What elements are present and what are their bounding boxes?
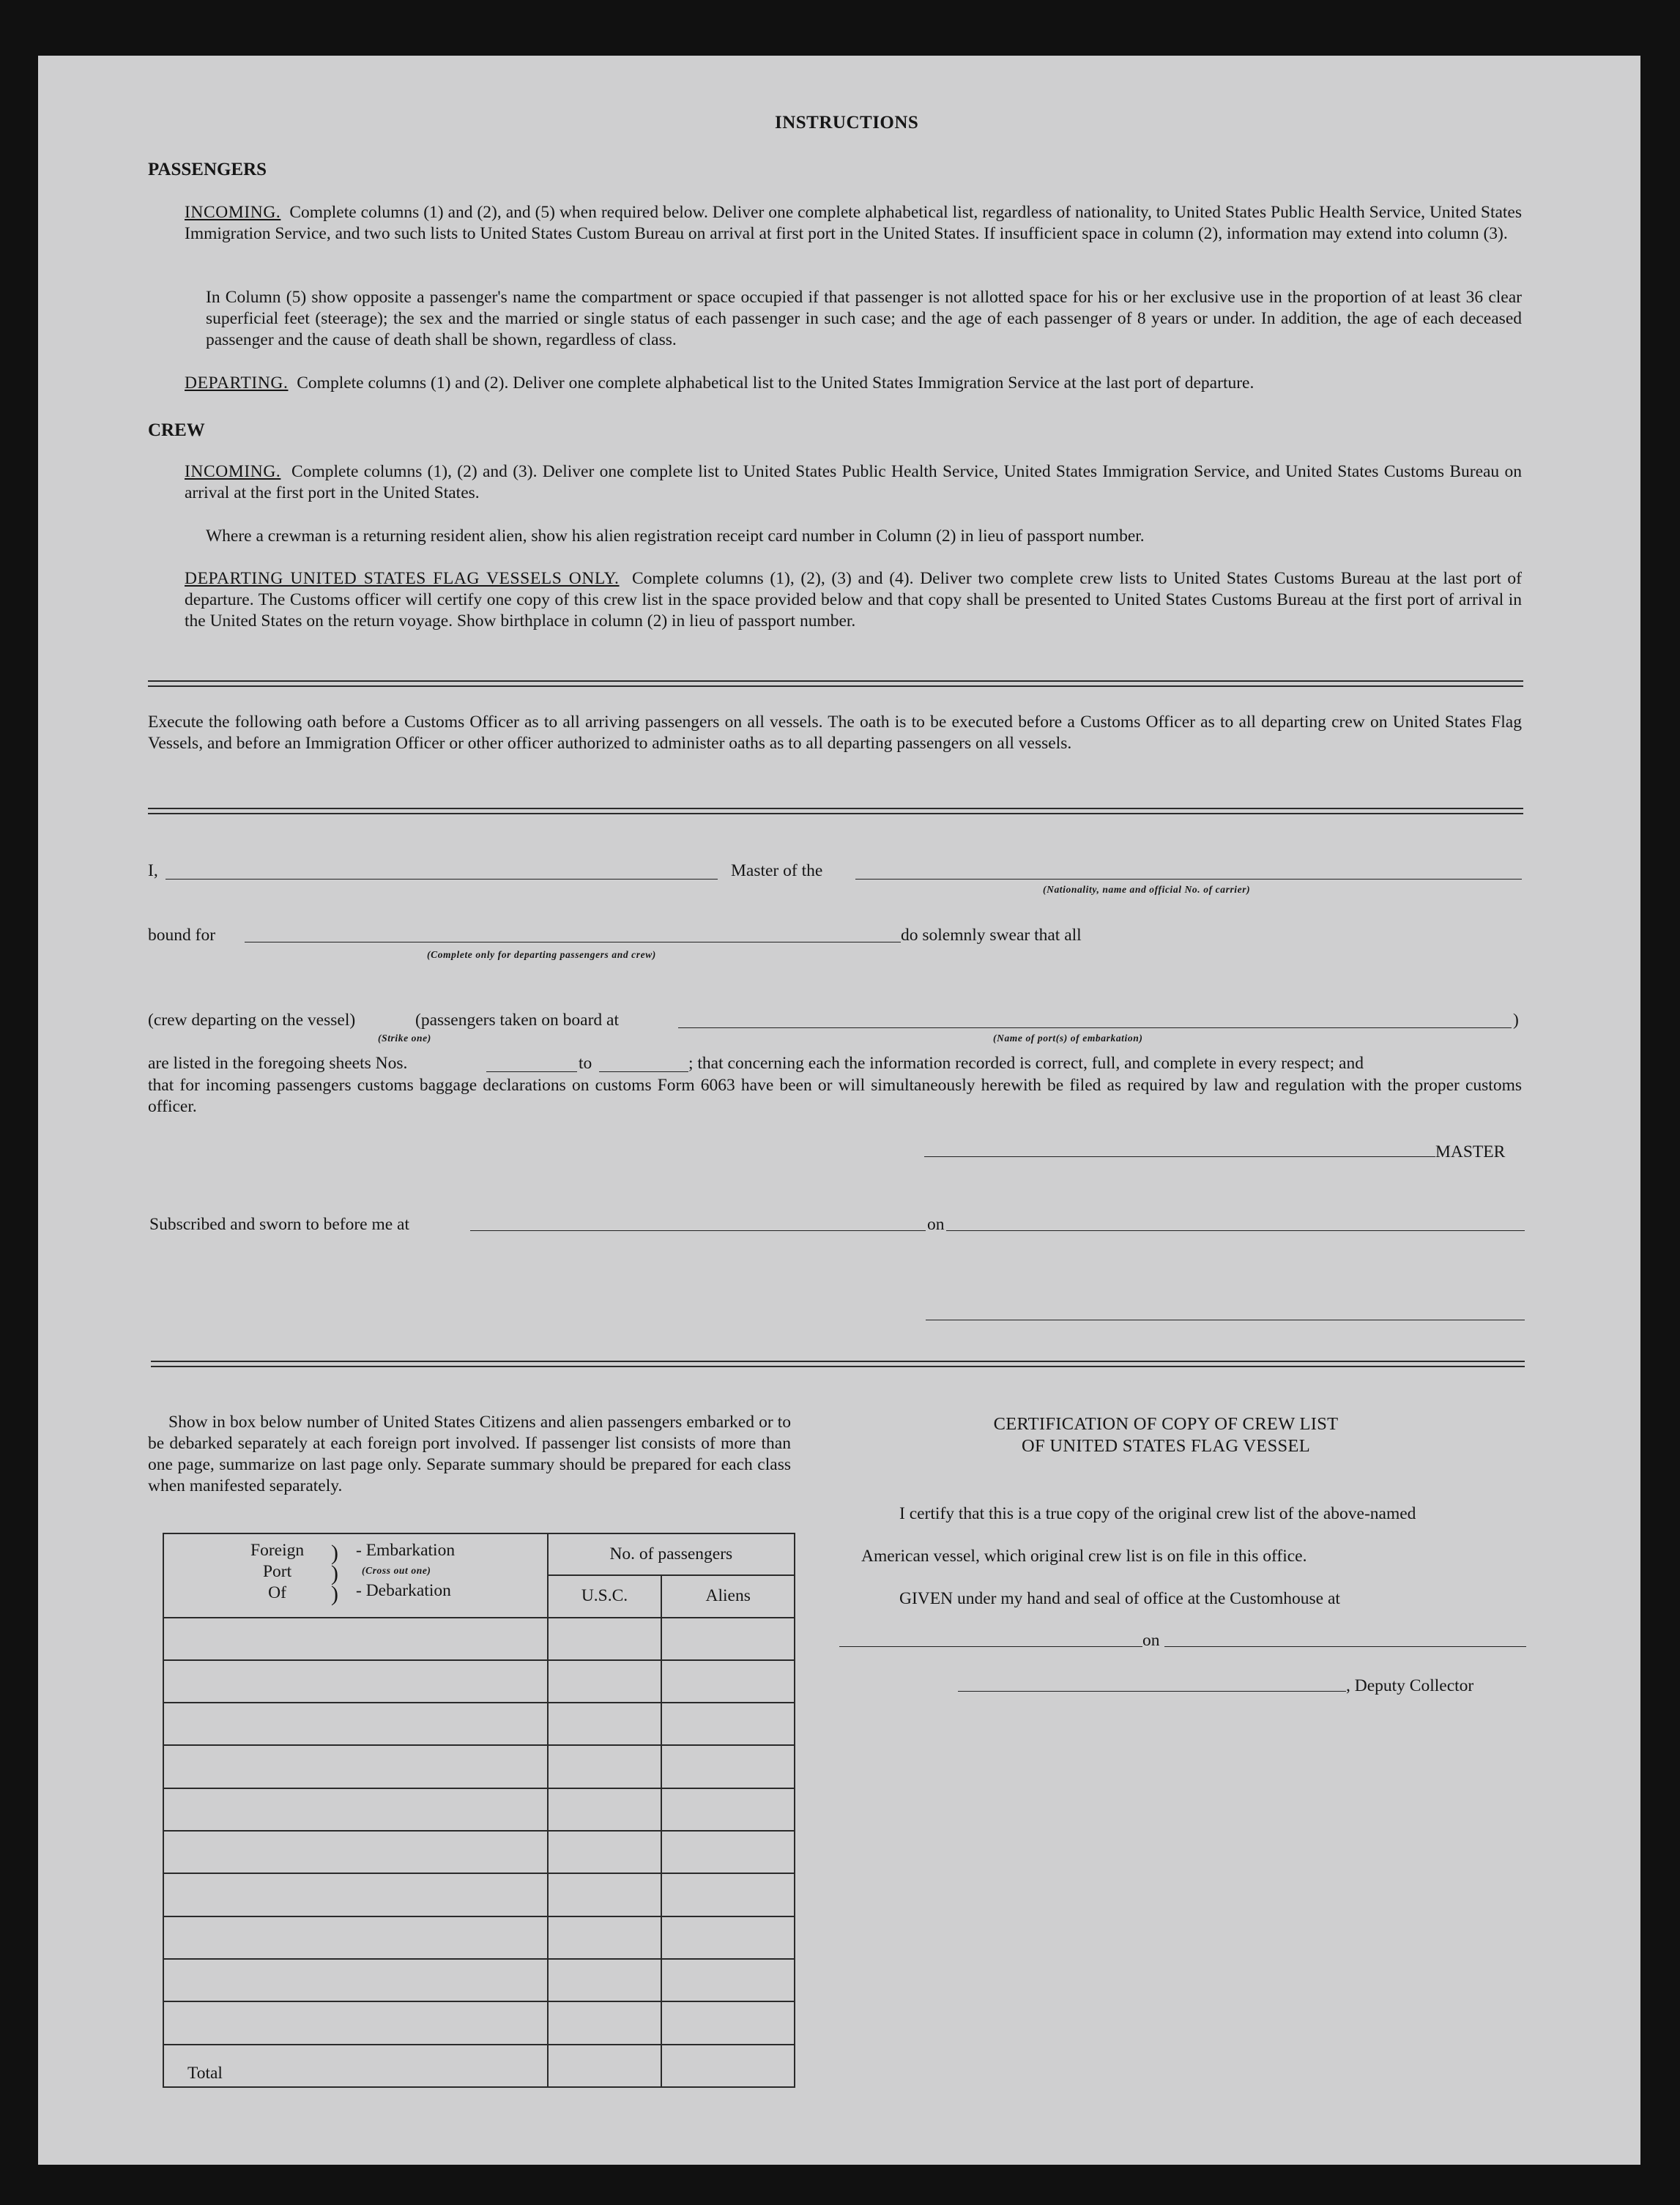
divider-bottom — [151, 1361, 1525, 1367]
table-row — [163, 1831, 795, 1873]
swear-label: do solemnly swear that all — [901, 926, 1082, 945]
statement-line1: ; that concerning each the information recorded is correct, full, and complete in every respect; and — [688, 1054, 1364, 1073]
usc-cell[interactable] — [548, 2001, 662, 2044]
passengers-departing-text: Complete columns (1) and (2). Deliver one complete alphabetical list to the United States Immigration Service at the last port of departure. — [297, 373, 1255, 393]
summary-instructions: Show in box below number of United States Citizens and alien passengers embarked or to be debarked separately at each foreign port involved. If passenger list consists of more than one page, summarize on last page only. Separate summary should be prepared for each class when manifested separately. — [148, 1413, 791, 1495]
crew-departing-paragraph — [185, 568, 1522, 632]
nationality-caption: (Nationality, name and official No. of carrier) — [1043, 884, 1251, 895]
bound-for-label: bound for — [148, 926, 216, 945]
oath-intro-paragraph: Execute the following oath before a Customs Officer as to all arriving passengers on all vessels. The oath is to be executed before a Customs Officer as to all departing crew on United States Flag Vessels, and before an Immigration Officer or other officer authorized to administer oaths as to all departing passengers on all vessels. — [148, 713, 1522, 753]
bound-caption: (Complete only for departing passengers and crew) — [427, 949, 656, 960]
oath-i-label: I, — [148, 861, 158, 880]
foreign-label: Foreign — [250, 1541, 305, 1561]
table-row — [163, 1703, 795, 1745]
passengers-departing-paragraph — [185, 373, 1522, 394]
usc-cell[interactable] — [548, 1703, 662, 1745]
of-label: Of — [268, 1583, 286, 1603]
aliens-cell[interactable] — [661, 1916, 795, 1959]
usc-total-cell[interactable] — [548, 2045, 662, 2087]
given-text: GIVEN under my hand and seal of office at the Customhouse at — [899, 1589, 1340, 1608]
usc-cell[interactable] — [548, 1745, 662, 1788]
aliens-cell[interactable] — [661, 2001, 795, 2044]
sworn-place-line[interactable] — [470, 1230, 926, 1231]
port-cell[interactable] — [163, 1660, 548, 1703]
customhouse-line[interactable] — [839, 1646, 1142, 1647]
usc-cell[interactable] — [548, 1618, 662, 1660]
usc-header: U.S.C. — [548, 1575, 662, 1617]
passengers-incoming-text: Complete columns (1) and (2), and (5) when required below. Deliver one complete alphabetical list, regardless of nationality, to United States Public Health Service, United States Immigration Service, and two such lists to United States Custom Bureau on arrival at first port in the United States. If insufficient space in column (2), information may extend into column (3). — [185, 203, 1523, 243]
brace-left: ) ) ) — [331, 1541, 338, 1607]
crew-incoming-lead: INCOMING. — [185, 462, 281, 481]
sheet-to-line[interactable] — [599, 1071, 688, 1072]
sworn-date-line[interactable] — [946, 1230, 1525, 1231]
table-row — [163, 1745, 795, 1788]
cert-date-line[interactable] — [1164, 1646, 1526, 1647]
deputy-collector-label: , Deputy Collector — [1346, 1676, 1474, 1695]
carrier-line[interactable] — [855, 879, 1522, 880]
port-cell[interactable] — [163, 1959, 548, 2001]
port-cell[interactable] — [163, 1831, 548, 1873]
sworn-on-label: on — [927, 1215, 945, 1234]
crew-departing-label: (crew departing on the vessel) — [148, 1011, 356, 1030]
to-label: to — [579, 1054, 592, 1073]
table-row — [163, 1959, 795, 2001]
table-row — [163, 1618, 795, 1660]
master-name-line[interactable] — [166, 879, 718, 880]
aliens-total-cell[interactable] — [661, 2045, 795, 2087]
total-label: Total — [163, 2045, 548, 2087]
no-of-passengers-header: No. of passengers — [548, 1533, 795, 1575]
ports-caption: (Name of port(s) of embarkation) — [993, 1033, 1143, 1044]
subscribed-label: Subscribed and sworn to before me at — [149, 1215, 410, 1234]
master-label: MASTER — [1435, 1142, 1506, 1161]
table-row — [163, 1660, 795, 1703]
port-cell[interactable] — [163, 2001, 548, 2044]
usc-cell[interactable] — [548, 1788, 662, 1831]
crew-resident-paragraph: Where a crewman is a returning resident alien, show his alien registration receipt card number in Column (2) in lieu of passport number. — [206, 527, 1145, 546]
table-row — [163, 1873, 795, 1916]
total-row — [163, 2045, 795, 2087]
aliens-cell[interactable] — [661, 1703, 795, 1745]
table-row — [163, 2001, 795, 2044]
listed-label: are listed in the foregoing sheets Nos. — [148, 1054, 408, 1073]
deputy-signature-line[interactable] — [958, 1691, 1346, 1692]
cert-on-label: on — [1142, 1631, 1160, 1650]
port-label: Port — [262, 1562, 292, 1582]
statement-rest: that for incoming passengers customs baggage declarations on customs Form 6063 have been or will simultaneously herewith be filed as required by law and regulation with the proper customs officer. — [148, 1076, 1522, 1116]
aliens-cell[interactable] — [661, 1959, 795, 2001]
embarkation-ports-line[interactable] — [678, 1027, 1512, 1028]
passengers-heading: PASSENGERS — [148, 160, 267, 179]
cross-out-caption: (Cross out one) — [362, 1565, 431, 1577]
foreign-port-header — [163, 1533, 548, 1618]
port-cell[interactable] — [163, 1788, 548, 1831]
close-paren: ) — [1513, 1011, 1519, 1030]
embarkation-label: - Embarkation — [356, 1541, 456, 1561]
certification-title — [850, 1413, 1482, 1457]
usc-cell[interactable] — [548, 1660, 662, 1703]
strike-caption: (Strike one) — [378, 1033, 431, 1044]
passengers-incoming-paragraph — [185, 202, 1522, 245]
crew-heading: CREW — [148, 420, 205, 440]
crew-departing-text: Complete columns (1), (2), (3) and (4). Deliver two complete crew lists to United States Customs Bureau at the last port of departure. The Customs officer will certify one copy of this crew list in the space provided below and that copy shall be presented to United States Customs Bureau at the first port of arrival in the United States on the return voyage. Show birthplace in column (2) in lieu of passport number. — [185, 569, 1522, 631]
passengers-column5-paragraph: In Column (5) show opposite a passenger's name the compartment or space occupied if that passenger is not allotted space for his or her exclusive use in the proportion of at least 36 clear superficial feet (steerage); the sex and the married or single status of each passenger in such case; and the age of each passenger of 8 years or under. In addition, the age of each deceased passenger and the cause of death shall be shown, regardless of class. — [206, 288, 1522, 349]
american-vessel-text: American vessel, which original crew list is on file in this office. — [861, 1547, 1307, 1566]
port-cell[interactable] — [163, 1618, 548, 1660]
usc-cell[interactable] — [548, 1831, 662, 1873]
page-title: INSTRUCTIONS — [775, 113, 919, 133]
certify-text: I certify that this is a true copy of the original crew list of the above-named — [899, 1504, 1416, 1523]
usc-cell[interactable] — [548, 1959, 662, 2001]
aliens-cell[interactable] — [661, 1831, 795, 1873]
usc-cell[interactable] — [548, 1916, 662, 1959]
passengers-incoming-lead: INCOMING. — [185, 203, 281, 222]
divider-oath — [148, 808, 1523, 814]
aliens-cell[interactable] — [661, 1873, 795, 1916]
certification-title-line2: OF UNITED STATES FLAG VESSEL — [1022, 1436, 1310, 1456]
passengers-taken-label: (passengers taken on board at — [415, 1011, 619, 1030]
debarkation-label: - Debarkation — [356, 1581, 451, 1601]
port-cell[interactable] — [163, 1873, 548, 1916]
sheet-from-line[interactable] — [486, 1071, 577, 1072]
port-cell[interactable] — [163, 1916, 548, 1959]
port-cell[interactable] — [163, 1703, 548, 1745]
port-cell[interactable] — [163, 1745, 548, 1788]
usc-cell[interactable] — [548, 1873, 662, 1916]
certification-title-line1: CERTIFICATION OF COPY OF CREW LIST — [993, 1414, 1339, 1434]
aliens-cell[interactable] — [661, 1618, 795, 1660]
aliens-cell[interactable] — [661, 1788, 795, 1831]
master-of-label: Master of the — [731, 861, 823, 880]
aliens-cell[interactable] — [661, 1660, 795, 1703]
table-row — [163, 1916, 795, 1959]
passenger-summary-table — [163, 1533, 795, 2088]
aliens-cell[interactable] — [661, 1745, 795, 1788]
passengers-departing-lead: DEPARTING. — [185, 373, 289, 393]
aliens-header: Aliens — [661, 1575, 795, 1617]
crew-incoming-text: Complete columns (1), (2) and (3). Deliver one complete list to United States Public Health Service, United States Immigration Service, and United States Customs Bureau on arrival at the first port in the United States. — [185, 462, 1522, 502]
crew-incoming-paragraph — [185, 461, 1522, 504]
master-signature-line[interactable] — [924, 1156, 1435, 1157]
crew-departing-lead: DEPARTING UNITED STATES FLAG VESSELS ONLY. — [185, 569, 620, 588]
table-row — [163, 1788, 795, 1831]
divider-instructions — [148, 680, 1523, 687]
